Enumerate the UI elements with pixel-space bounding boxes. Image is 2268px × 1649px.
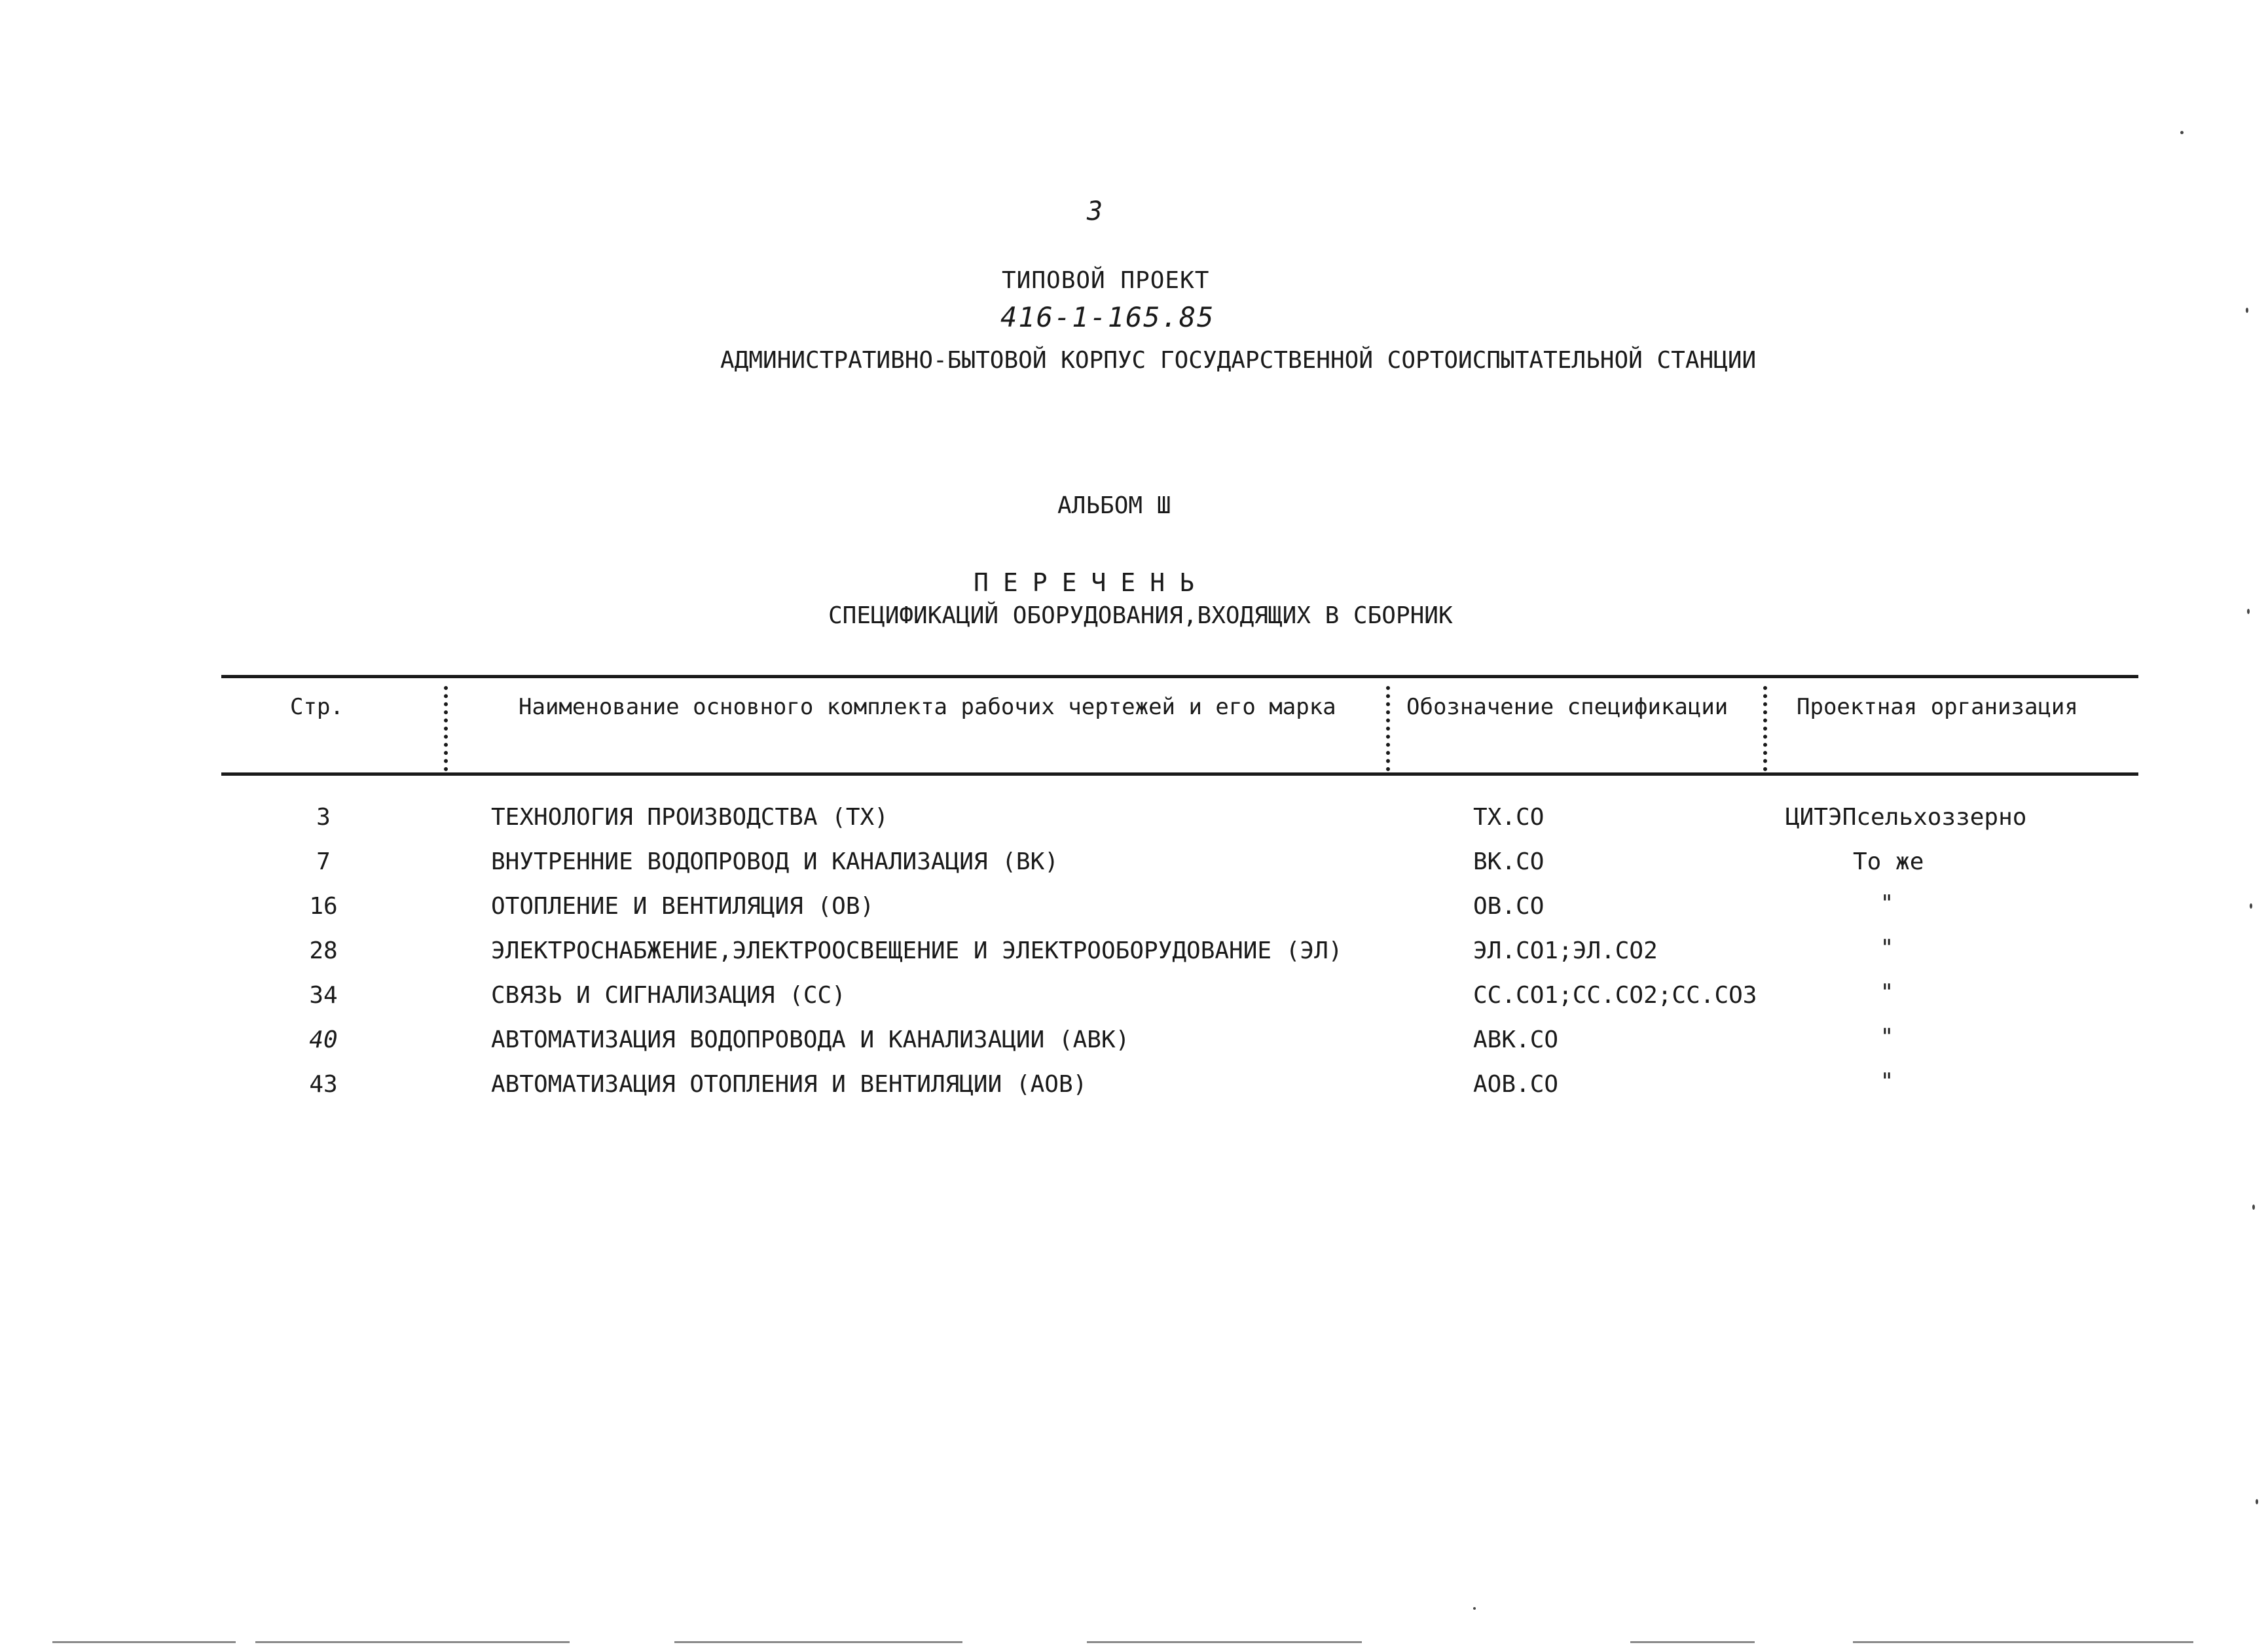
scan-speck [2250, 903, 2252, 909]
scan-artifact [52, 1641, 236, 1643]
row-designation: ТХ.СО [1473, 804, 1545, 831]
row-page: 34 [309, 982, 338, 1009]
row-designation: АОВ.СО [1473, 1071, 1559, 1098]
row-name: АВТОМАТИЗАЦИЯ ОТОПЛЕНИЯ И ВЕНТИЛЯЦИИ (АОВ) [491, 1071, 1088, 1098]
scan-speck [1473, 1607, 1476, 1610]
scan-speck [2252, 1205, 2255, 1210]
row-page: 3 [316, 804, 331, 831]
row-name: ЭЛЕКТРОСНАБЖЕНИЕ,ЭЛЕКТРООСВЕЩЕНИЕ И ЭЛЕКТРООБОРУДОВАНИЕ (ЭЛ) [491, 937, 1343, 964]
row-organization-ditto: " [1880, 1068, 1894, 1095]
row-designation: ЭЛ.СО1;ЭЛ.СО2 [1473, 937, 1658, 964]
row-organization-ditto: " [1880, 1024, 1894, 1050]
row-designation: АВК.СО [1473, 1026, 1559, 1053]
project-code: 416-1-165.85 [1000, 301, 1215, 333]
row-page: 43 [309, 1071, 338, 1098]
scan-speck [2180, 131, 2184, 134]
row-organization: ЦИТЭПсельхоззерно [1785, 804, 2027, 831]
row-page: 28 [309, 937, 338, 964]
list-title: ПЕРЕЧЕНЬ [974, 568, 1209, 597]
column-separator [1386, 686, 1390, 771]
row-organization-ditto: " [1880, 979, 1894, 1006]
scan-artifact [1087, 1641, 1362, 1643]
row-organization: То же [1853, 848, 1924, 875]
scan-speck [2246, 308, 2248, 313]
scan-artifact [674, 1641, 962, 1643]
row-organization-ditto: " [1880, 935, 1894, 961]
header-organization: Проектная организация [1797, 694, 2078, 720]
header-page: Стр. [290, 694, 344, 720]
row-page: 40 [309, 1026, 338, 1053]
page-number: 3 [1087, 196, 1103, 227]
scan-artifact [1853, 1641, 2193, 1643]
row-name: ВНУТРЕННИЕ ВОДОПРОВОД И КАНАЛИЗАЦИЯ (ВК) [491, 848, 1059, 875]
column-separator [1763, 686, 1767, 771]
scan-speck [2256, 1499, 2258, 1504]
scan-artifact [255, 1641, 570, 1643]
row-page: 16 [309, 893, 338, 920]
header-designation: Обозначение спецификации [1406, 694, 1728, 720]
table-header-rule [221, 772, 2138, 776]
column-separator [444, 686, 448, 771]
scan-speck [2247, 609, 2250, 614]
row-name: ТЕХНОЛОГИЯ ПРОИЗВОДСТВА (ТХ) [491, 804, 888, 831]
project-type: ТИПОВОЙ ПРОЕКТ [1002, 267, 1210, 294]
row-page: 7 [316, 848, 331, 875]
scan-artifact [1630, 1641, 1755, 1643]
row-designation: СС.СО1;СС.СО2;СС.СО3 [1473, 982, 1757, 1009]
row-name: СВЯЗЬ И СИГНАЛИЗАЦИЯ (СС) [491, 982, 846, 1009]
row-organization-ditto: " [1880, 890, 1894, 916]
album-label: АЛЬБОМ Ш [1057, 492, 1171, 519]
table-top-rule [221, 675, 2138, 678]
header-name: Наименование основного комплекта рабочих чертежей и его марка [519, 694, 1336, 720]
row-designation: ВК.СО [1473, 848, 1545, 875]
row-designation: ОВ.СО [1473, 893, 1545, 920]
list-subtitle: СПЕЦИФИКАЦИЙ ОБОРУДОВАНИЯ,ВХОДЯЩИХ В СБОРНИК [828, 602, 1453, 629]
project-title: АДМИНИСТРАТИВНО-БЫТОВОЙ КОРПУС ГОСУДАРСТВЕННОЙ СОРТОИСПЫТАТЕЛЬНОЙ СТАНЦИИ [720, 347, 1757, 374]
row-name: АВТОМАТИЗАЦИЯ ВОДОПРОВОДА И КАНАЛИЗАЦИИ (АВК) [491, 1026, 1130, 1053]
row-name: ОТОПЛЕНИЕ И ВЕНТИЛЯЦИЯ (ОВ) [491, 893, 875, 920]
